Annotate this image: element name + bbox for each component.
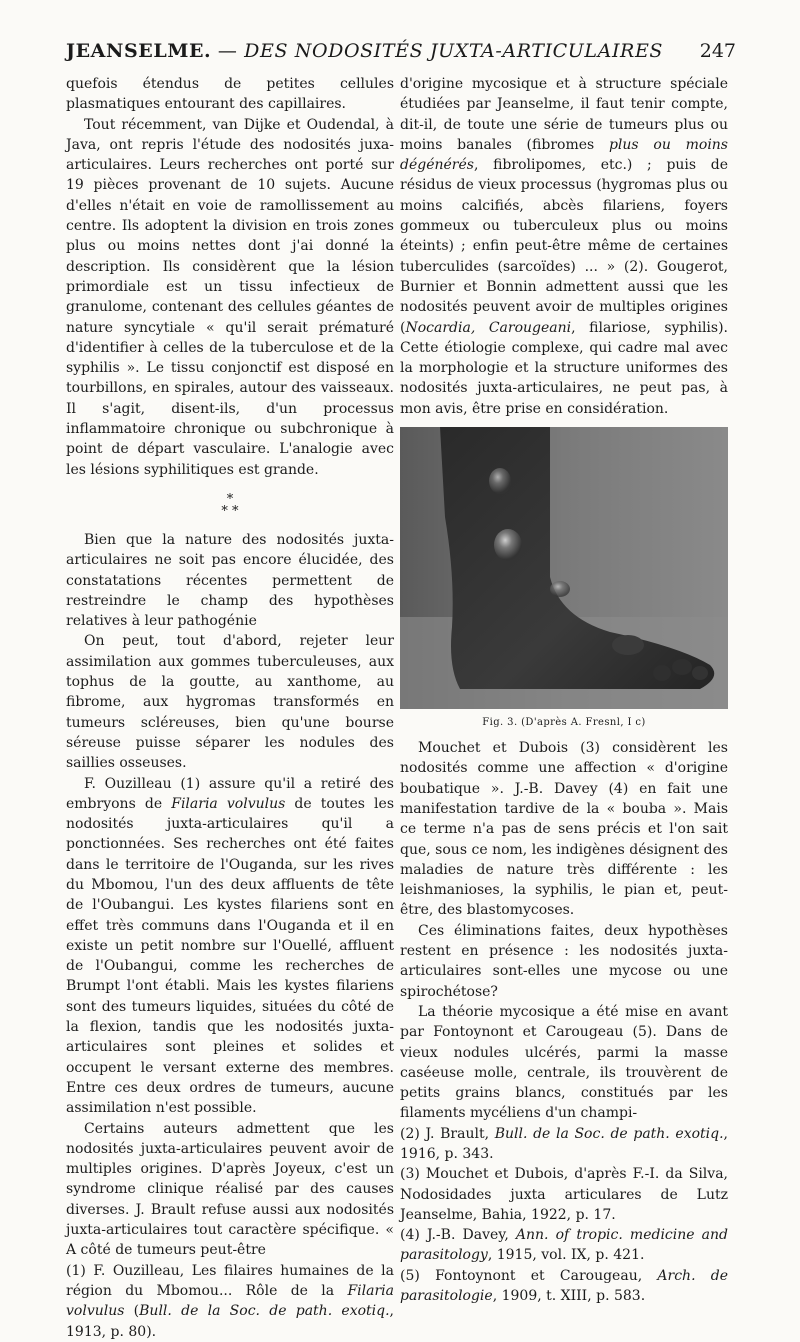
left-p5-end: de toutes les nodosités juxta-articulaires qu'il a ponctionnées. Ses recherches ont été faites dans le territoire de l'Ouganda, sur les rives du Mbomou, l'un des deux affluents de tête de l'Oubangui. Les kystes filariens sont en effet très communs dans l'Ouganda et il en existe un petit nombre sur l'Ouellé, affluent de l'Oubangui, comme les recherches de Brumpt l'ont établi. Mais les kystes filariens sont des tumeurs liquides, situées du côté de la flexion, tandis que les nodosités juxta-articulaires sont pleines et solides et occupent le versant externe des membres. Entre ces deux ordres de tumeurs, aucune assimilation n'est possible. xyxy=(66,795,395,1117)
left-p5-italic: Filaria volvulus xyxy=(171,795,286,812)
header-title: DES NODOSITÉS JUXTA-ARTICULAIRES xyxy=(244,40,664,62)
left-column xyxy=(66,74,394,1342)
nodule-instep xyxy=(550,581,570,597)
fn1-italic-a: Filaria volvulus xyxy=(66,1282,394,1320)
fn5-italic: Arch. de parasitologie xyxy=(400,1267,729,1305)
footnote-3: (3) Mouchet et Dubois, d'après F.-I. da Silva, Nodosidades juxta articulares de Lutz Jeanselme, Bahia, 1922, p. 17. xyxy=(400,1166,728,1223)
right-column xyxy=(400,74,728,1306)
fn5-a: (5) Fontoynont et Carougeau, xyxy=(400,1267,658,1284)
right-p1-c: , filariose, syphilis). Cette étiologie complexe, qui cadre mal avec la morphologie et la structure uniformes des nodosités juxta-articulaires, ne peut pas, à mon avis, être prise en considération. xyxy=(400,319,728,417)
right-p1-b: , fibrolipomes, etc.) ; puis de résidus de vieux processus (hygromas plus ou moins calcifiés, abcès filariens, foyers gommeux ou tuberculeux plus ou moins éteints) ; enfin peut-être même de certaines tuberculides (sarcoïdes) ... » (2). Gougerot, Burnier et Bonnin admettent aussi que les nodosités peuvent avoir de multiples origines ( xyxy=(400,157,728,336)
left-paragraph-4: On peut, tout d'abord, rejeter leur assimilation aux gommes tuberculeuses, aux tophus de la goutte, au xanthome, au fibrome, aux hygromas transformés en tumeurs scléreuses, bien qu'une bourse séreuse puisse séparer les nodules des saillies osseuses. xyxy=(66,633,394,772)
right-paragraph-3: Ces éliminations faites, deux hypothèses restent en présence : les nodosités juxta-articulaires sont-elles une mycose ou une spirochétose? xyxy=(400,922,728,1000)
foot-photo-illustration xyxy=(400,427,728,709)
left-paragraph-6: Certains auteurs admettent que les nodosités juxta-articulaires peuvent avoir de multiples origines. D'après Joyeux, c'est un syndrome clinique réalisé par des causes diverses. J. Brault refuse aussi aux nodosités juxta-articulaires tout caractère spécifique. « A côté de tumeurs peut-être xyxy=(66,1120,394,1259)
right-paragraph-2: Mouchet et Dubois (3) considèrent les nodosités comme une affection « d'origine boubatique ». J.-B. Davey (4) en fait une manifestation tardive de la « bouba ». Mais ce terme n'a pas de sens précis et l'on sait que, sous ce nom, les indigènes désignent des maladies de nature très différente : les leishmanioses, la syphilis, le pian et, peut-être, des blastomycoses. xyxy=(400,740,728,919)
running-title xyxy=(66,40,663,62)
right-p1-italic-1: plus ou moins dégénérés xyxy=(400,136,728,174)
running-header xyxy=(66,40,736,66)
foot-highlight xyxy=(612,635,644,655)
footnote-1 xyxy=(66,1261,394,1342)
left-paragraph-5 xyxy=(66,774,394,1119)
footnote-2 xyxy=(400,1124,728,1165)
figure-caption: Fig. 3. (D'après A. Fresnl, I c) xyxy=(482,717,646,729)
fn1-text-a: (1) F. Ouzilleau, Les filaires humaines de la région du Mbomou... Rôle de la xyxy=(66,1262,394,1299)
fn2-a: (2) J. Brault, xyxy=(400,1125,495,1142)
fn4-italic: Ann. of tropic. medicine and parasitology xyxy=(400,1227,728,1264)
section-break-asterisks xyxy=(66,491,394,519)
fn4-b: , 1915, vol. IX, p. 421. xyxy=(487,1247,645,1264)
fn1-text-b: ( xyxy=(124,1303,140,1320)
figure-photograph xyxy=(400,427,728,709)
nodule-ankle xyxy=(494,529,522,561)
page-number: 247 xyxy=(699,40,736,62)
right-paragraph-1 xyxy=(400,74,728,419)
right-p1-a: d'origine mycosique et à structure spéciale étudiées par Jeanselme, il faut tenir compte, dit-il, de toute une série de tumeurs plus ou moins banales (fibromes xyxy=(400,76,728,153)
fn1-italic-b: Bull. de la Soc. de path. exotiq. xyxy=(139,1303,390,1320)
toe-3 xyxy=(692,666,708,680)
fn4-a: (4) J.-B. Davey, xyxy=(400,1227,516,1244)
header-separator: — xyxy=(217,40,238,62)
right-paragraph-4: La théorie mycosique a été mise en avant par Fontoynont et Carougeau (5). Dans de vieux nodules ulcérés, parmi la masse caséeuse molle, centrale, ils trouvèrent de petits grains blancs, constitués par les filaments mycéliens d'un champi- xyxy=(400,1003,728,1122)
footnote-4 xyxy=(400,1225,728,1266)
left-paragraph-3: Bien que la nature des nodosités juxta-articulaires ne soit pas encore élucidée, des constatations récentes permettent de restreindre le champ des hypothèses relatives à leur pathogénie xyxy=(66,531,394,630)
footnote-5 xyxy=(400,1266,728,1307)
nodule-shin xyxy=(489,468,511,494)
left-paragraph-1: quefois étendus de petites cellules plasmatiques entourant des capillaires. xyxy=(66,76,394,113)
fn1-text-c: , 1913, p. 80). xyxy=(66,1303,394,1340)
toe-1 xyxy=(672,659,692,675)
asterism-top: * xyxy=(226,491,234,507)
right-p1-italic-2: Nocardia, Carougeani xyxy=(405,319,572,336)
left-paragraph-2: Tout récemment, van Dijke et Oudendal, à Java, ont repris l'étude des nodosités juxa-articulaires. Leurs recherches ont porté sur 19 pièces provenant de 10 sujets. Aucune d'elles n'était en voie de ramollissement au centre. Ils adoptent la division en trois zones plus ou moins nettes dont j'ai donné la description. Ils considèrent que la lésion primordiale est un tissu infectieux de granulome, contenant des cellules géantes de nature syncytiale « qu'il serait prématuré d'identifier à celles de la tuberculose et de la syphilis ». Le tissu conjonctif est disposé en tourbillons, en spirales, autour des vaisseaux. Il s'agit, disent-ils, d'un processus inflammatoire chronique ou subchronique à point de départ vasculaire. L'analogie avec les lésions syphilitiques est grande. xyxy=(66,116,394,478)
left-p5-start: F. Ouzilleau (1) assure qu'il a retiré des embryons de xyxy=(66,775,394,812)
fn2-italic: Bull. de la Soc. de path. exotiq. xyxy=(494,1125,724,1142)
fn2-b: , 1916, p. 343. xyxy=(400,1125,728,1162)
asterism-bottom: * * xyxy=(221,503,239,519)
toe-2 xyxy=(653,665,671,681)
fn5-b: , 1909, t. XIII, p. 583. xyxy=(492,1288,646,1305)
header-author: JEANSELME. xyxy=(66,40,212,62)
